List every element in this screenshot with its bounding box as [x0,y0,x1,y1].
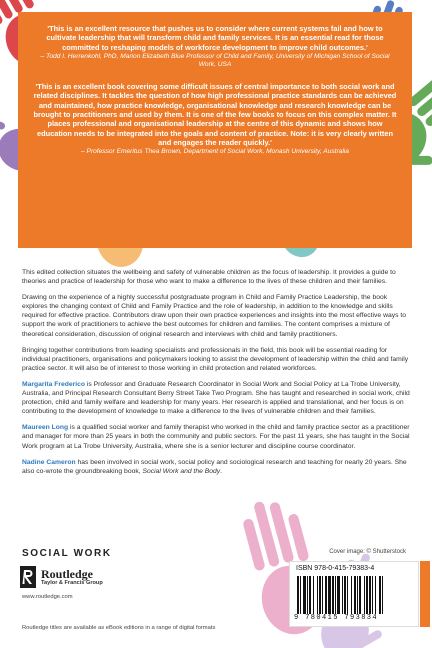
barcode-bar [344,576,346,614]
endorsement-panel [18,12,412,248]
blurb-paragraph-3: Bringing together contributions from leading specialists and professionals in the field, this book will be essential reading for individual practitioners, organisations and policymakers looking to assist the development of leadership within the child and family practice sector. It will also be of interest to those working in child protection and related workforces. [22,346,409,372]
endorsement-2-quote: 'This is an excellent book covering some difficult issues of central importance to both social work and related disciplines. It tackles the question of how high professional practice standards can be achieved and maintained, how practice knowledge, organisational knowledge and research knowledge can be brought to practitioners and used by them. It is one of the few books to focus on this complex matter. It places professional and organisational leadership at the centre of this dynamic and shows how education needs to be integrated into the goals and content of practice. Note: it is very clearly written and engages the reader quickly.' [33,82,397,147]
barcode-bar [332,576,334,614]
barcode-bar [335,576,336,614]
author-bio-text-3: has been involved in social work, social policy and sociological research and teaching for nearly 20 years. She also co-wrote the groundbreaking book, [22,458,407,475]
barcode-bar [364,576,365,614]
barcode-bar [317,576,318,614]
barcode-bar [297,576,299,614]
barcode-bar [347,576,348,614]
author-bio-text-1: is Professor and Graduate Research Coordinator in Social Work and Social Policy at La Trobe University, Australia, and Principal Research Consultant Berry Street Take Two Program. She has taught and researched in social work, child protection, child and family welfare and leadership for many years. Her research is applied and translational, and her focus is on contributing to the development of knowledge to make a difference to the lives of vulnerable children and their families. [22,380,410,416]
author-bio-text-2: is a qualified social worker and family therapist who worked in the child and family practice sector as a practitioner and manager for more than 25 years in both the community and public sectors. For the past 11 years, she has taught in the Social Work program at La Trobe University, Australia, where she is a senior lecturer and discipline course coordinator. [22,424,410,450]
barcode-bar [369,576,371,614]
routledge-logo-icon [20,566,36,588]
author-bio-2 [22,423,414,450]
barcode-bar [372,576,373,614]
blurb-paragraph-2: Drawing on the experience of a highly successful postgraduate program in Child and Family Practice Leadership, the book explores the changing context of Child and Family Practice and the role of leadership, in addition to the knowledge and skills required for effective practice. Contributors draw upon their own practice experiences and insights into the most effective ways to support the work of practitioners to achieve the best outcomes for children and families. The content comprises a mixture of theoretical consideration, discussion of original research and interviews with child and family practitioners. [22,294,406,338]
publisher-url[interactable]: www.routledge.com [22,594,73,600]
author-name-3: Nadine Cameron [22,458,76,466]
barcode-bar [313,576,314,614]
author-book-title: Social Work and the Body [142,467,221,475]
barcode-bar [328,576,331,614]
series-label: SOCIAL WORK [22,548,112,559]
barcode-bar [307,576,308,614]
publisher-block [20,566,103,588]
barcode-bar [379,576,381,614]
barcode-bar [359,576,361,614]
barcode-bar [366,576,368,614]
barcode-bar [319,576,321,614]
barcode-bar [351,576,352,614]
barcode-bar [309,576,311,614]
barcode-bar [354,576,356,614]
barcode-bar [325,576,327,614]
author-bio-3 [22,458,414,476]
barcode-bar [337,576,340,614]
barcode-panel [289,561,419,627]
blurb-paragraph-1: This edited collection situates the wellbeing and safety of vulnerable children as the focus of leadership. It provides a guide to theories and practice of leadership for those who want to make a difference to the lives of these children and their families. [22,269,396,286]
barcode-digits: 9 780415 793834 [294,614,379,622]
barcode-bar [375,576,376,614]
barcode-bar [322,576,323,614]
endorsement-2-attribution: – Professor Emeritus Thea Brown, Department of Social Work, Monash University, Australia [81,148,349,156]
endorsement-1-attribution: – Todd I. Herrenkohl, PhD, Marion Elizabeth Blue Professor of Child and Family, University of Michigan School of Social Work, USA [40,52,390,69]
isbn-label: ISBN 978-0-415-79383-4 [296,565,375,572]
ebook-note: Routledge titles are available as eBook editions in a range of digital formats [22,625,216,631]
author-bio-end-3: . [220,467,223,475]
barcode-bar [357,576,358,614]
back-cover-copy [22,268,414,483]
endorsement-1-quote: 'This is an excellent resource that pushes us to consider where current systems fail and how to cultivate leadership that will transform child and family services. It is an essential read for those committed to reshaping models of workforce development to improve child outcomes.' [46,24,384,52]
cover-image-credit: Cover image: © Shutterstock [329,549,406,555]
barcode-bar [303,576,306,614]
endorsement-spacer [32,70,398,82]
publisher-group: Taylor & Francis Group [41,579,103,586]
author-name-2: Maureen Long [22,424,69,432]
barcode-bar [342,576,343,614]
barcode-bar [382,576,383,614]
publisher-name: Routledge [41,566,93,581]
author-bio-1 [22,380,414,416]
barcode-bar [300,576,301,614]
price-strip [420,561,430,627]
barcode-icon [295,576,415,614]
author-name-1: Margarita Frederico [22,380,86,388]
